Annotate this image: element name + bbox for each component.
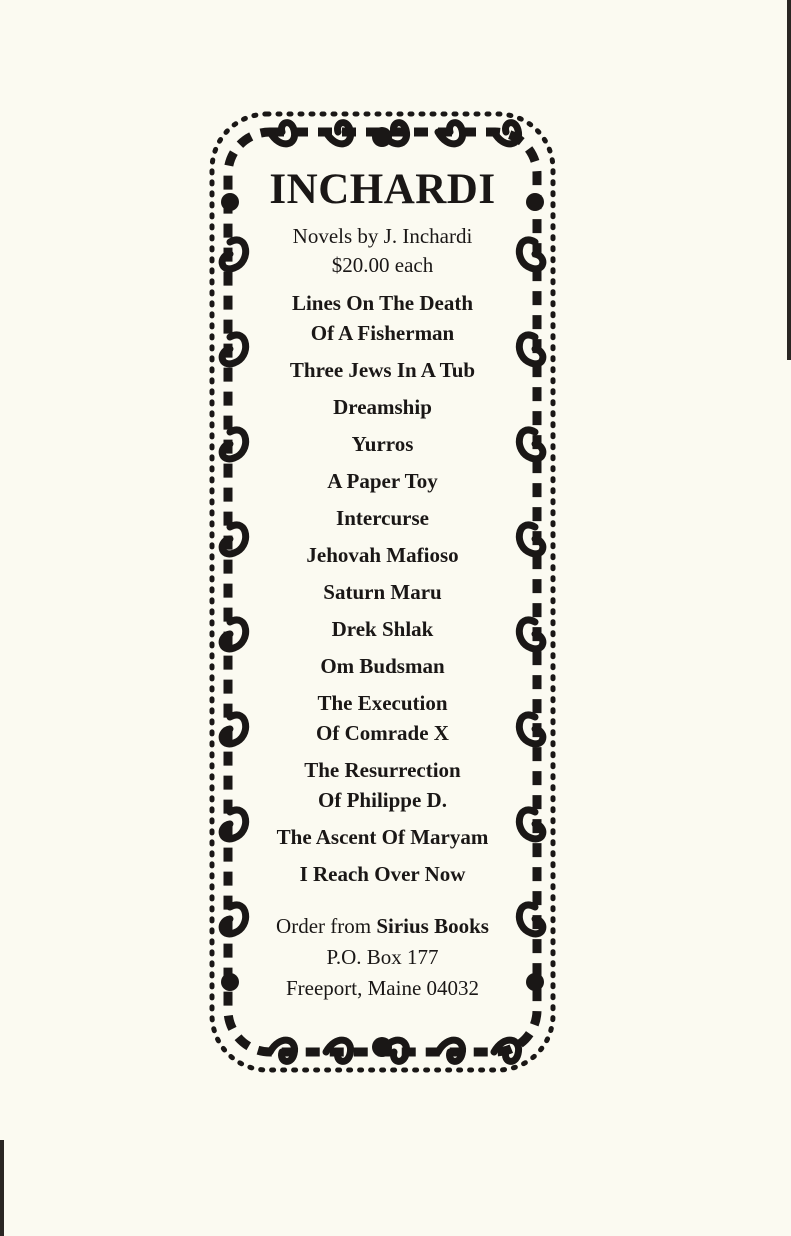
book-list [255,288,510,889]
book-title-line: I Reach Over Now [299,862,466,886]
book-title-line: A Paper Toy [327,469,438,493]
book-title [255,651,510,681]
book-title-line: The Execution [317,691,448,715]
book-title [255,755,510,815]
order-prefix: Order from [276,914,372,938]
book-title [255,288,510,348]
book-title [255,355,510,385]
book-title [255,614,510,644]
book-title-line: Lines On The Death [291,291,474,315]
book-title-line: Om Budsman [320,654,445,678]
book-title-line: Saturn Maru [323,580,442,604]
book-title-line: The Resurrection [304,758,461,782]
book-title-line: Three Jews In A Tub [289,358,476,382]
book-title-line: Of Comrade X [316,721,449,745]
book-title [255,392,510,422]
book-title [255,577,510,607]
address-line-1: P.O. Box 177 [326,945,439,969]
book-title [255,688,510,748]
book-title [255,503,510,533]
scan-edge-right [787,0,791,360]
book-title-line: Yurros [351,432,414,456]
book-title-line: Of Philippe D. [318,788,447,812]
book-title-line: The Ascent Of Maryam [276,825,489,849]
book-title-line: Drek Shlak [331,617,434,641]
ad-title: INCHARDI [269,166,496,213]
ad-subtitle: Novels by J. Inchardi [292,224,473,248]
order-line [255,911,510,942]
address-line-2: Freeport, Maine 04032 [285,976,480,1000]
book-advertisement [255,160,510,1035]
book-title [255,466,510,496]
book-title [255,822,510,852]
book-title-line: Intercurse [336,506,429,530]
book-title-line: Jehovah Mafioso [306,543,459,567]
ad-price: $20.00 each [331,253,434,277]
publisher-name: Sirius Books [376,914,489,938]
book-title [255,429,510,459]
book-title [255,859,510,889]
book-title-line: Of A Fisherman [310,321,455,345]
book-title [255,540,510,570]
book-title-line: Dreamship [333,395,432,419]
scan-edge-left [0,1140,4,1236]
